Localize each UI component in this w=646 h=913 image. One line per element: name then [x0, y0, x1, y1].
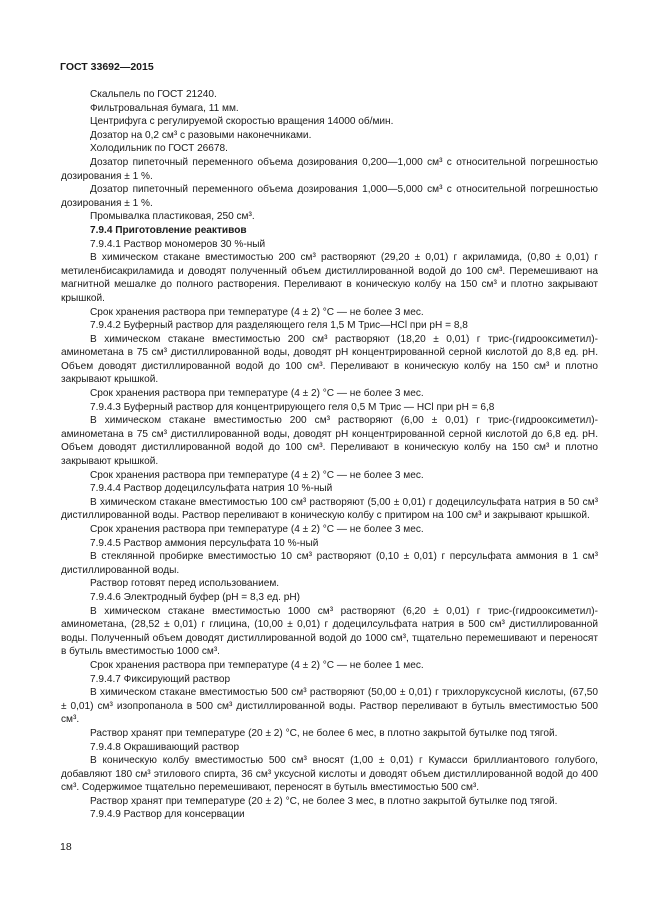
paragraph: Центрифуга с регулируемой скоростью вращения 14000 об/мин. [90, 116, 394, 128]
paragraph: Раствор хранят при температуре (20 ± 2) °С, не более 3 мес, в плотно закрытой бутылке под тягой. [90, 795, 558, 807]
paragraph: В коническую колбу вместимостью 500 см³ вносят (1,00 ± 0,01) г Кумасси бриллиантового голубого, добавляют 180 см³ этилового спирта, 36 см³ уксусной кислоты и доводят объем дистиллированной водой до 400 см³. Содержимое тщательно перемешивают, переносят в бутыль вместимостью 500 см³. [61, 755, 598, 794]
paragraph: В химическом стакане вместимостью 1000 см³ растворяют (6,20 ± 0,01) г трис-(гидрооксиметил)-аминометана, (28,52 ± 0,01) г глицина, (10,00 ± 0,01) г додецилсульфата натрия в 500 см³ дистиллированной воды. Полученный объем доводят дистиллированной водой до 1000 см³, тщательно перемешивают и переносят в бутыль вместимостью 1000 см³. [61, 605, 598, 658]
paragraph: 7.9.4.8 Окрашивающий раствор [90, 741, 240, 753]
paragraph: Промывалка пластиковая, 250 см³. [90, 211, 255, 223]
paragraph: 7.9.4.1 Раствор мономеров 30 %-ный [90, 238, 266, 250]
paragraph: 7.9.4.5 Раствор аммония персульфата 10 %-ный [90, 537, 319, 549]
paragraph: Дозатор пипеточный переменного объема дозирования 0,200—1,000 см³ с относительной погрешностью дозирования ± 1 %. [61, 156, 598, 182]
paragraph: Срок хранения раствора при температуре (4 ± 2) °С — не более 3 мес. [90, 524, 424, 535]
section-heading: 7.9.4 Приготовление реактивов [90, 224, 247, 236]
paragraph: Срок хранения раствора при температуре (4 ± 2) °С — не более 3 мес. [90, 388, 424, 400]
paragraph: Раствор готовят перед использованием. [90, 578, 280, 590]
document-body [61, 88, 598, 822]
paragraph: 7.9.4.7 Фиксирующий раствор [90, 673, 231, 685]
page-number: 18 [60, 841, 72, 853]
paragraph: Раствор хранят при температуре (20 ± 2) °С, не более 6 мес, в плотно закрытой бутылке под тягой. [90, 727, 558, 739]
paragraph: 7.9.4.3 Буферный раствор для концентрирующего геля 0,5 М Трис — HCl при pH = 6,8 [90, 401, 495, 413]
paragraph: Холодильник по ГОСТ 26678. [90, 143, 228, 155]
paragraph: 7.9.4.2 Буферный раствор для разделяющего геля 1,5 М Трис—HCl при pH = 8,8 [90, 320, 468, 332]
paragraph: В химическом стакане вместимостью 200 см³ растворяют (18,20 ± 0,01) г трис-(гидрооксиметил)-аминометана в 75 см³ дистиллированной воды, доводят pH концентрированной серной кислотой до 8,8 ед. pH. Объем доводят дистиллированной водой до 100 см³. Переливают в коническую колбу на 150 см³ и плотно закрывают крышкой. [61, 333, 598, 386]
document-header: ГОСТ 33692—2015 [60, 61, 154, 73]
paragraph: Дозатор на 0,2 см³ с разовыми наконечниками. [90, 129, 312, 141]
paragraph: Скальпель по ГОСТ 21240. [90, 89, 217, 100]
paragraph: 7.9.4.9 Раствор для консервации [90, 809, 245, 821]
paragraph: Дозатор пипеточный переменного объема дозирования 1,000—5,000 см³ с относительной погрешностью дозирования ± 1 %. [61, 184, 598, 209]
paragraph: Фильтровальная бумага, 11 мм. [90, 102, 239, 114]
paragraph: Срок хранения раствора при температуре (4 ± 2) °С — не более 3 мес. [90, 469, 424, 481]
paragraph: 7.9.4.4 Раствор додецилсульфата натрия 10 %-ный [90, 483, 333, 495]
paragraph: В химическом стакане вместимостью 200 см³ растворяют (6,00 ± 0,01) г трис-(гидрооксиметил)-аминометана в 75 см³ дистиллированной воды, доводят pH концентрированной серной кислотой до 6,8 ед. pH. Объем доводят дистиллированной водой до 100 см³. Переливают в коническую колбу на 150 см³ и плотно закрывают крышкой. [61, 415, 598, 468]
paragraph: В химическом стакане вместимостью 200 см³ растворяют (29,20 ± 0,01) г акриламида, (0,80 ± 0,01) г метиленбисакриламида и доводят полученный объем дистиллированной водой до 100 см³. Перемешивают на магнитной мешалке до полного растворения. Переливают в коническую колбу на 150 см³ и плотно закрывают крышкой. [61, 252, 598, 304]
paragraph: В химическом стакане вместимостью 500 см³ растворяют (50,00 ± 0,01) г трихлоруксусной кислоты, (67,50 ± 0,01) см³ изопропанола в 500 см³ дистиллированной воды. Раствор переливают в бутыль вместимостью 500 см³. [61, 687, 598, 726]
paragraph: В стеклянной пробирке вместимостью 10 см³ растворяют (0,10 ± 0,01) г персульфата аммония в 1 см³ дистиллированной воды. [61, 551, 598, 576]
paragraph: Срок хранения раствора при температуре (4 ± 2) °С — не более 3 мес. [90, 306, 424, 318]
paragraph: 7.9.4.6 Электродный буфер (pH = 8,3 ед. pH) [90, 591, 301, 603]
paragraph: В химическом стакане вместимостью 100 см³ растворяют (5,00 ± 0,01) г додецилсульфата натрия в 50 см³ дистиллированной воды. Раствор переливают в коническую колбу с притиром на 100 см³ и закрывают крышкой. [61, 496, 598, 522]
paragraph: Срок хранения раствора при температуре (4 ± 2) °С — не более 1 мес. [90, 659, 424, 671]
